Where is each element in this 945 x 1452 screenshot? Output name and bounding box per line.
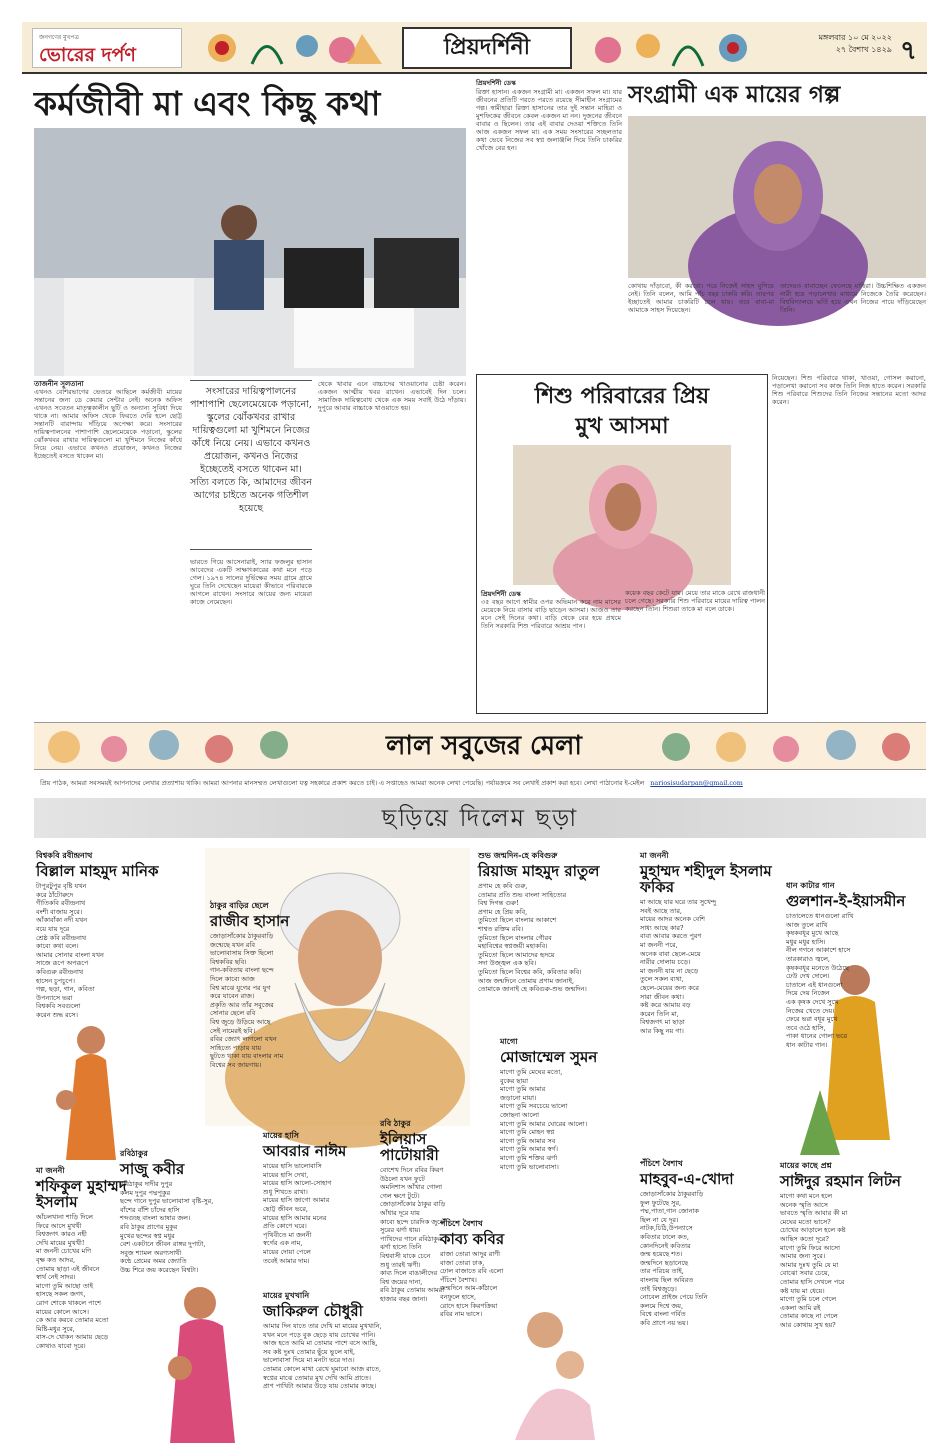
mother-child-illustration-center: [145, 1268, 260, 1443]
poem-text: প্রণাম হে কবি গুরু, তোমার প্রতি শুভ বাংলা সাহিত্যের বিশ্ব দিগন্ত গুরু! প্রণাম হে প্রিয় কবি, তুমিতো ছিলে বাংলার আকাশে শাশ্বত রক্তিম রবি। তুমিতো ছিলে বাংলার গৌরব মহাবিশ্বের স্বপ্নজয়ী মহাকবি। তুমিতো ছিলে আমাদের হৃদয়ে সদা উজ্জ্বল এক ছবি। তুমিতো ছিলে বিশ্বের কবি, কবিতার কবি। আজ জন্মদিনে তোমায় প্রণাম জানাই, তোমাকে জানাই হে কবিগুরু-শুভ জন্মদিন।: [478, 882, 587, 994]
asma-photo: [513, 445, 731, 585]
asma-photo-illustration: [513, 445, 731, 585]
poem-tag: পঁচিশে বৈশাখ: [440, 1219, 483, 1228]
poem-text: টাপুরটুপুর বৃষ্টি যখন করে ঠাঁটোরুদে গীতিকবি রবীন্দ্রনাথ বংশী বাজায় সুরে। আঁকাবাঁকা নদী যখন বয়ে যায় দূরে শ্রেষ্ঠ কবি রবীন্দ্রনাথ কাব্যে কথা বলে। আমার সোনার বাংলা যখন সাজে রূপে অপরূপে কবিগুরু রবীন্দ্রনাথ হাসেন চুপচুপে। গল্প, ছড়া, গান, কবিতা উপন্যাসে ভরা বিশ্বকবি সবগুলো করেন শুদ্ধ রসে।: [36, 882, 104, 1019]
poem-text: মায়ের হাসি ভালোবাসি মায়ের হাসি দেখা, মায়ের হাসি আলো-সোহাগ শুধু শিখতে রাখা। মায়ের হাসি জাগো আমার ছোট্ট জীবন ভরে, মায়ের হাসি আমার মনের প্রতি কোণে ঘরে। পৃথিবীতে মা জননী স্বর্গের এক নাম, মায়ের দোয়া পেলে তবেই আমার দাম।: [263, 1162, 332, 1265]
poem-tag: মায়ের হাসি: [263, 1131, 299, 1140]
story3-column1: ৩৫ বছর আগে স্বামীর ওপর অভিমান করে নাম মাসের মেয়েকে নিয়ে বাসার বাড়ি ছাড়েন আসমা। আজও তার মনে সেই দিনের কথা। বাড়ি থেকে বের হয়ে প্রথমে তিনি সরকারি শিশু পরিবারে আশ্রয় পান।: [481, 598, 621, 630]
story1-column1: এখনও বেশিরভাগের ভেতরে আছিলে কর্মজীবী মায়ের সন্তানের জন্য ডে কেয়ার সেন্টার নেই। অনেক অফিস এখনও সবেতন মাতৃত্বকালীন ছুটি ও অন্যান্য সুবিধা দিয়ে থাকে না। আমার অফিস থেকে ফিরতে দেরি হলে ছোট্ট সন্তানটি বারান্দায় দাঁড়িয়ে অপেক্ষা করে। সংসারের দায়িত্বপালনের পাশাপাশি ছেলেমেয়েকে পড়ানো, স্কুলের ঝোঁকখবর রাখার দায়িত্বগুলো মা খুশিমনে নিজের কাঁধে নিয়ে নেয়। এভাবে কখনও প্রয়োজন, কখনও নিজের ইচ্ছেতেই বসতে থাকেন মা।: [34, 388, 182, 460]
reader-notice: [40, 778, 926, 789]
section-title-box: [402, 27, 572, 69]
poem-author: মাহবুব-এ-খোদা: [640, 1170, 734, 1188]
story2-column1: রিক্তা হাসান। একজন সংগ্রামী মা। একজন সফল মা। যার জীবনের প্রতিটি পরতে পরতে রয়েছে সীমাহীন সংগ্রামের গল্প। স্বামীহারা রিক্তা হাসানের তার দুই সন্তান মাহিরা ও মুশফিকের জীবনে কেবল একজন মা নন। দুজনের জীবনে বাবার ও ছিলেন। তার এই বাবার দেওয়া শক্তিতে তিনি আজ একজন সফল মা। এক সময় সংসারের সচ্ছলতার কথা ভেবে নিজের সব স্বপ্ন জলাঞ্জলি দিয়ে তিনি চাকরির খোঁজে বের হন।: [476, 88, 622, 152]
poem-author: বিল্লাল মাহমুদ মানিক: [36, 862, 159, 880]
mother-portrait-illustration: [628, 116, 926, 278]
poem-block: [36, 850, 196, 1019]
poem-text: মাগো তুমি মেঘের মতো, বুকের ছায়া মাগো তুমি আমার জড়ানো মায়া। মাগো তুমি সবচেয়ে ভালো জোছনা আলো মাগো তুমি আমার ঘোরের আলো। মাগো তুমি মোহন স্বপ্ন মাগো তুমি আমার সব মাগো তুমি আমার স্বর্গ। মাগো তুমি শক্তির ঝর্ণা মাগো তুমি ভালোবাসা।: [500, 1068, 588, 1171]
office-photo: [34, 128, 466, 376]
poem-author: রিয়াজ মাহমুদ রাতুল: [478, 862, 600, 880]
poem-text: মাগো কথা মনে হলে অনেক স্মৃতি আসে ভাবতে স্মৃতি আবার কী মা মেঘের মতো ভাসে? চোখের আড়ালে হলে কষ্ট আছিস কতো দূরে? মাগো তুমি ফিরে আসো আমার জন্য সুরে। আমার দুঃখ তুমি যে মা বোঝো সবার চেয়ে, তোমার হাসি দেখলে পরে কষ্ট যায় মা ধেয়ে। মাগো তুমি চলে গেলে একলা আমি রই তোমার কাছে না গেলে আর কোথায় সুখ হয়?: [780, 1192, 848, 1329]
masthead: [22, 22, 927, 74]
poem-author: আবরার নাঈম: [263, 1142, 347, 1160]
story1-headline: কর্মজীবী মা এবং কিছু কথা: [34, 84, 381, 123]
poem-block: [210, 900, 330, 1130]
banner-left-decoration: [34, 723, 314, 771]
poem-text: আঁচলখানা শাড়ি দিলে ফিরে আসে মুখখী বিশ্বজগৎ কারও নহী দেখি মায়ের মুখখী! মা জননী চোখের মণি বৃক্ষ কত আদর, তোমায় ছাড়া এই জীবনে স্বার্থ নেই সাদর। মাগো তুমি আছো তাই হাসছে সকল জগৎ, রোগ শোকে থাকলে পাশে মায়ের কোলে আসে। কে আর করবে তোমার মতো মিষ্টি-মধুর সুরে, বাস-দে খোকন আমায় ছেড়ে কোথাও যাবো দূরে।: [36, 1213, 109, 1350]
poems-header-title: ছড়িয়ে দিলেম ছড়া: [381, 804, 579, 832]
folk-art-right-decoration: [578, 24, 778, 72]
masthead-name: ভোরের দর্পণ: [39, 44, 136, 66]
story2-headline: সংগ্রামী এক মায়ের গল্প: [628, 82, 841, 108]
banner-strip: [34, 722, 926, 770]
poem-tag: মাগো: [500, 1037, 518, 1046]
story1-column3: ভারতে গিয়ে আসেনারাই, স্যার ফজলুর হাসান আবেদের একটি সাক্ষাৎকারের কথা মনে পড়ে গেল। ১৯৭৪ সালের দুর্ভিক্ষের সময় গ্রামে গ্রামে ঘুরে তিনি দেখেছেন মায়েরা কীভাবে পরিবারকে আগলে রাখেন। সংসারে আয়ের জন্য মায়েরা কাজে নেমেছেন।: [190, 558, 312, 606]
mother-child-art-center: [145, 1268, 260, 1443]
story3-column3: নিয়েছেন। শিশু পরিবারে থাকা, খাওয়া, গোসল করানো, পড়ালেখা করানো সব কাজ তিনি নিজ হাতে করেন। সরকারি শিশু পরিবারে শিশুদের তিনি নিজের সন্তানের মতো আদর করেন।: [772, 374, 926, 406]
story1-column4: থেকে খাবার এনে বাচ্চাদের খাওয়ানোর চেষ্টা করেন। একজন আত্মীয় খবর রাখেন। এভাবেই দিন চলে। সামাজিক দায়িত্ববোধ থেকে এক সময় সবাই উঠে দাঁড়ায়। দুপুরে আবার বাচ্চাকে খাওয়াতে হয়।: [318, 380, 466, 412]
poem-block: [500, 1036, 625, 1216]
story3-byline: প্রিয়দর্শিনী ডেস্ক: [481, 590, 521, 598]
poem-tag: মায়ের মুখখানি: [263, 1291, 310, 1300]
poem-block: [478, 850, 628, 1030]
masthead-tagline: জনগণের মুখপত্র: [39, 34, 79, 41]
poem-tag: মায়ের কাছে প্রশ্ন: [780, 1161, 832, 1170]
folk-art-left-decoration: [192, 24, 397, 72]
poem-author: মোজাম্মেল সুমন: [500, 1048, 598, 1066]
banner-title: লাল সবুজের মেলা: [386, 731, 582, 761]
poem-author: জাকিরুল চৌধুরী: [263, 1302, 363, 1320]
poem-author: মুহাম্মদ শহীদুল ইসলাম ফকির: [640, 862, 772, 896]
poem-block: [640, 850, 785, 1100]
story2-column3: তাদেরও বাবাচ্ছেন ফেলেছে মাহিরা। উচ্চশিক্ষিত একজন নারী হয়ে পড়ালেখার মাধ্যমে নিজেকে তৈরি করেছেন। বিশ্ববিদ্যালয়ে ভর্তি হয়ে এখন নিজের পায়ে দাঁড়িয়েছেন তিনি।: [780, 282, 926, 314]
poem-author: শফিকুল মুহাম্মদ ইসলাম: [36, 1177, 127, 1211]
page-number: ৭: [900, 36, 917, 66]
poem-tag: ঠাকুর বাড়ির ছেলে: [210, 901, 269, 910]
story1-pullquote: সংসারের দায়িত্বপালনের পাশাপাশি ছেলেমেয়েকে পড়ানো, স্কুলের ঝোঁকখবর রাখার দায়িত্বগুলো মা খুশিমনে নিজের কাঁধে নিয়ে নেয়। এভাবে কখনও প্রয়োজন, কখনও নিজের ইচ্ছেতেই বসতে থাকেন মা। সত্যি বলতে কি, আমাদের জীবন আগের চাইতে অনেক গতিশীল হয়েছে: [190, 380, 312, 550]
poem-author: ইলিয়াস পাটোয়ারী: [380, 1130, 439, 1164]
poem-text: বোশেখ দিনে রবির কিরণ উঠলো যখন ফুটে অমনিশাস আঁখার গোলা গেল ক্ষণে টুটে। জোড়াসাঁকোর ঠাকুর বাড়ি আঁধার দূরে যায় কাব্যে ছন্দে চারদিক জুড়ে সুরের ঝর্ণা ধায়। পাখিদের গানে রবিঠাকুর ঝর্ণা হাস্যে তিনি বিশ্ববাসী যাকে চেনে শুধু তারই ঋণী। কাব্য দিলে বাঙালীদের বিশ্ব জয়ের দানা, রবি ঠাকুর তোমায় আমরা হাজার বছর জানা।: [380, 1166, 446, 1303]
newspaper-logo: [32, 28, 182, 68]
poem-tag: বিশ্বকবি রবীন্দ্রনাথ: [36, 851, 93, 860]
date-gregorian: মঙ্গলবার ১০ মে ২০২২: [818, 33, 892, 42]
poem-text: আমার দিন যাতে তার দেখি মা মায়ের মুখখানি, যখন মনে পড়ে বুক ছেড়ে যায় চোখের পানি। আজ হতে আমি মা তোমার পাশে বসে আছি, সব কষ্ট দুঃখ তোমার ছুঁয়ে ভুলে যাই, ভালোবাসা দিয়ে মা মনটা ভরে দাও। তোমার কোলে মাথা রেখে ঘুমাবো আজ রাতে, স্বপ্নের মাঝে তোমার মুখ দেখি আমি প্রাতে। প্রাণ পাখিটা আমার উড়ে যায় তোমার কাছে।: [263, 1322, 382, 1391]
poem-block: [36, 1165, 141, 1445]
poem-text: জোড়াসাঁকোর ঠাকুরবাড়ি জন্মেছে যখন রবি ভালোবাসায় সিক্ত ছিলো বিশ্বকবির ছবি। গান-কবিতায় বাংলা ছন্দে দিলে কাব্যে আজ বিশ্ব মাঝে যুগের পর যুগ করে যাবেন রাজ। প্রকৃতি আর তাঁর সবুজের সোনার ছেলে রবি বিশ্ব জুড়ে উড়িয়ে আছে সেই নামেরই ছবি। রবির জ্যোৎ লাগলো যখন সাহিত্যে পাড়ায় যায় ছুটতে থাকা যায় বাংলার নাম বিশ্বের সব জায়গায়।: [210, 932, 284, 1069]
poem-author: গুলশান-ই-ইয়াসমীন: [786, 892, 906, 910]
mother-child-illustration-left: [36, 1010, 136, 1160]
poem-tag: মা জননী: [36, 1166, 65, 1175]
poem-text: চাতালেতে ধানগুলো রাখি আজ তুলে রাখি কৃষকবধূর মুখে আছে মধুর মধুর হাসি। নীল গগনে আকাশে হাসে তারকারাও জ্বলে, কৃষকবধূর মনেতে উঠেছে ঢেউ দেখ দোলে। চাতালে এই ধানগুলো দিয়ে দেয় নিজেন এক কৃষক দেখে সুখে নিজের খেতে দেয়। ফেরে ভরা বধূর মুখে তবে ওঠে হাসি, পাকা ধানের গোলা ভরে ধান কাটার গান।: [786, 912, 854, 1049]
mother-child-art-left: [36, 1010, 136, 1160]
story2-column2: কোথায় দাঁড়াবো, কী করবো। পরে নিজেই সাহস যুগিয়ে নেই। তিনি বলেন, আমি পাঁচ বছর চাকরি করি। তারপর ইচ্ছাতেই আমার চাকরিটি চলে যায়। তবে বাবা-মা আমাকে সাহস দিয়েছেন।: [628, 282, 774, 314]
section-title: প্রিয়দর্শিনী: [444, 35, 530, 60]
poem-author: কাব্য কবির: [440, 1230, 505, 1248]
poem-tag: ধান কাটার গান: [786, 881, 835, 890]
banner-right-decoration: [646, 723, 926, 771]
poem-text: রবিঠাকুর দাদীর দুপুর কলম দুপুর পদ্মপুকুর ছন্দে গানে দুপুর ভালোবাসা বৃষ্টি-সুর, বাঁশের বাঁশি চাঁদের হাসি শব্দগুচ্ছ বাংলা ভাষার জল। রবি ঠাকুর প্রাণের মুকুর মুখের ছন্দের স্বপ্ন মধুর বেশ একটানে জীবন রাঙ্গর দুপাটা, সবুজ শ্যামল অরণ্যসাথী কন্ঠে প্রেমের অমর জ্যোতি উচ্চ শিরে জয় করেছেন বিশ্বটা।: [120, 1180, 214, 1274]
poem-block: [440, 1218, 540, 1318]
poem-tag: রবি ঠাকুর: [380, 1119, 411, 1128]
poem-block: [786, 880, 926, 1049]
story1-byline: তাজনীন সুলতানা: [34, 380, 84, 388]
poems-header-bar: [34, 798, 926, 838]
story3-box: [476, 374, 768, 714]
office-photo-illustration: [34, 128, 466, 376]
poem-tag: শুভ জন্মদিন-হে কবিগুরু: [478, 851, 558, 860]
poem-tag: মা জননী: [640, 851, 669, 860]
poem-block: [780, 1160, 926, 1440]
poem-tag: পঁচিশে বৈশাখ: [640, 1159, 683, 1168]
poem-text: জোড়াসাঁকোর ঠাকুরবাড়ি ফুল ফুটেছে সুর, পদ্ম,পাতা,গান জোনাক ছিল না যে দূর। নাটক,চিঠি,উপন্যাসে কবিতার ঢালে কত, কোনদিনেই কবিতার জন্ম হয়েছে শত। জন্মদিনে ছড়ানেছে তার পরিচয় তাই, বাংলায় ছিল অবিরত তাই বিশ্বজুড়ে। নোবেল প্রাইজ পেয়ে তিনি কলমে দিশ্বে জয়, বিশ্বে বাংলা গর্বিত কবি প্রাণে নয় ভয়।: [640, 1190, 708, 1327]
poem-author: রাজীব হাসান: [210, 912, 290, 930]
reader-notice-text: প্রিয় পাঠক, আমরা সবসময়ই আপনাদের লেখার প্রত্যাশায় থাকি। আমরা আপনার মানসম্মত লেখাগুলো যত্ন সহকারে প্রকাশ করতে চাই। এ সপ্তাহেও আমরা অনেক লেখা পেয়েছি। পর্যায়ক্রমে সব লেখাই প্রকাশ করা হবে। লেখা পাঠানোর ই-মেইল: [40, 779, 645, 787]
poem-block: [640, 1158, 780, 1358]
story2-byline: প্রিয়দর্শিনী ডেস্ক: [476, 79, 516, 87]
poem-author: সাজু কবীর: [120, 1160, 185, 1178]
poem-block: [263, 1130, 385, 1280]
poem-text: মা আছে যার ঘরে তার সুখেন্দু সবই আছে তার, মায়ের আদর অনেক বেশি সাধ্য আছে কার? বাবা আবার করতে পুরণ মা জননী পরে, অনেক বাবা ছেলে-মেয়ে নারীর দোলায় চড়ে। মা জননী যায় না ছেড়ে তুলে সকল ব্যথা, ছেলে-মেয়ের জন্য করে সারা জীবন কথা। কষ্ট করে আমায় বড় করেন তিনি মা, বিশ্বজগৎ মা ছাড়া আর কিছু নয় গা।: [640, 898, 717, 1035]
date-bengali: ২৭ বৈশাখ ১৪২৯: [835, 45, 892, 54]
poem-tag: রবিঠাকুর: [120, 1149, 148, 1158]
story3-headline-line2: মুখ আসমা: [575, 414, 669, 439]
poem-text: রাজা তোরা আদুর রাণী বাজা তোরা ঢাক, ঢোল বাজাতে রবি এলো পঁচিশে বৈশাখ। জন্মদিনে আম-কাঁঠালে বনফুলে হাসে, রোদে হাসে কিরণক্রিয়া রবির নাম ভাসে।: [440, 1250, 504, 1319]
story3-column2: কয়েক বছর কেটে যায়। মেয়ে তার মাকে রেখে রাজধানী চলে গেছে। সরকারি শিশু পরিবারে মায়ের দায়িত্ব পালন করছেন তিনি। শিশুরা তাকে মা বলে ডাকে।: [625, 589, 765, 613]
story3-headline-line1: শিশু পরিবারের প্রিয়: [534, 384, 710, 409]
poem-author: সাঈদুর রহমান লিটন: [780, 1172, 901, 1190]
issue-date: [784, 32, 892, 56]
mother-portrait-photo: [628, 116, 926, 278]
submission-email-link[interactable]: nariosisudarpan@gmail.com: [650, 779, 743, 787]
